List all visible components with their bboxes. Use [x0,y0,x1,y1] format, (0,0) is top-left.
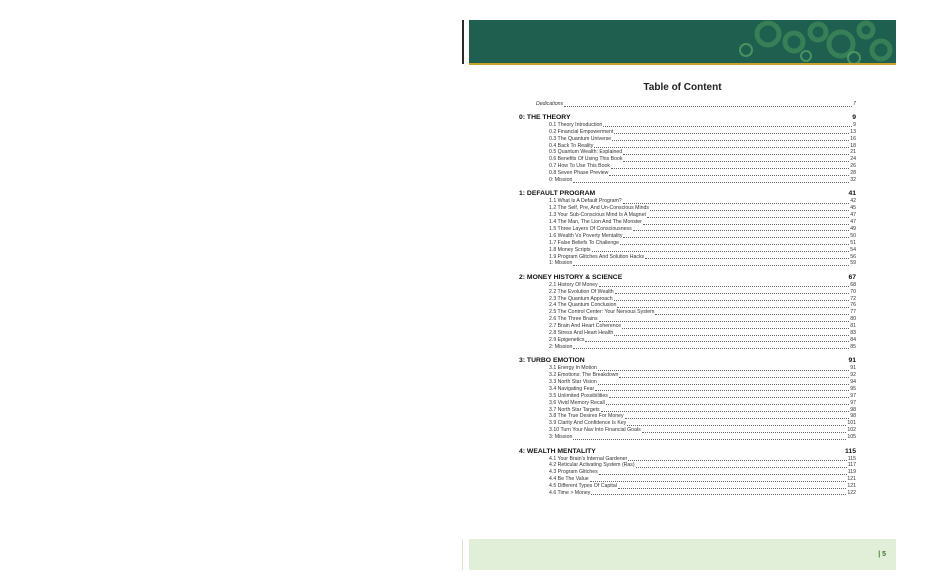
dot-leader [623,237,849,238]
toc-entry-label: 3.4 Navigating Fear [549,385,595,392]
toc-entry-label: 2.3 The Quantum Approach [549,295,613,302]
toc-entry-page: 13 [850,128,856,135]
dot-leader [618,488,846,489]
dot-leader [585,341,849,342]
toc-entry-label: 4.5 Different Types Of Capital [549,483,617,490]
toc-entry-page: 51 [850,239,856,246]
toc-entry-page: 98 [850,413,856,420]
toc-entry[interactable] [519,337,856,344]
toc-entry-page: 91 [850,365,856,372]
toc-entry-page: 95 [850,385,856,392]
toc-entry-label: 0.6 Benefits Of Using This Book [549,156,623,163]
toc-chapter-title: 3: TURBO EMOTION [519,357,585,365]
toc-entry[interactable] [519,122,856,129]
toc-entry-label: 1.6 Wealth Vs Poverty Mentality [549,232,623,239]
toc-entry-label: 2.5 The Control Center: Your Nervous System [549,309,655,316]
toc-entry-page: 72 [850,295,856,302]
toc-entry[interactable] [519,469,856,476]
toc-entry[interactable] [519,302,856,309]
toc-entry-label: 4.3 Program Glitches [549,469,598,476]
toc-entry-page: 59 [850,260,856,267]
header-band [469,20,896,63]
dot-leader [655,314,849,315]
toc-entry[interactable] [519,330,856,337]
toc-entry[interactable] [519,296,856,303]
toc-entry[interactable] [519,372,856,379]
toc-chapter-title: 0: THE THEORY [519,113,571,121]
toc-entry-label: 1.1 What Is A Default Program? [549,198,622,205]
toc-entry-page: 115 [847,455,856,462]
toc-entry-label: 2.4 The Quantum Conclusion [549,302,617,309]
toc-entry-page: 105 [847,434,856,441]
dot-leader [573,265,849,266]
dot-leader [611,168,849,169]
toc-entry-label: 3.5 Unlimited Possibilities [549,392,608,399]
toc-entry-page: 9 [853,121,856,128]
toc-entry-label: 0.7 How To Use This Book [549,163,610,170]
toc-entry-page: 98 [850,406,856,413]
toc-entry[interactable] [519,393,856,400]
toc-entry[interactable] [519,233,856,240]
toc-entry[interactable] [519,170,856,177]
table-of-contents [519,101,856,497]
toc-entry-page: 97 [850,399,856,406]
toc-entry-page: 18 [850,142,856,149]
dot-leader [628,460,846,461]
toc-entry[interactable] [519,323,856,330]
toc-entry-label: 3.6 Vivid Memory Recall [549,399,605,406]
toc-entry[interactable] [519,254,856,261]
toc-entry[interactable] [519,198,856,205]
toc-entry-label: 3.7 North Star Targets [549,406,600,413]
toc-entry-label: 2.2 The Evolution Of Wealth [549,288,614,295]
toc-entry[interactable] [519,462,856,469]
dot-leader [620,244,849,245]
toc-entry-page: 54 [850,246,856,253]
toc-entry-page: 119 [847,469,856,476]
dot-leader [623,154,849,155]
toc-entry-label: 3.10 Turn Your Nav Into Financial Goals [549,427,641,434]
dot-leader [599,321,850,322]
dot-leader [591,494,846,495]
dot-leader [599,286,849,287]
toc-entry-page: 97 [850,392,856,399]
toc-entry-page: 121 [847,483,856,490]
dot-leader [612,140,849,141]
toc-entry-label: 2.6 The Three Brains [549,316,598,323]
toc-entry[interactable] [519,400,856,407]
toc-entry[interactable] [519,226,856,233]
dot-leader [598,384,849,385]
dot-leader [603,126,852,127]
toc-entry-page: 42 [850,198,856,205]
toc-entry-label: 0.2 Financial Empowerment [549,128,614,135]
toc-chapter-heading[interactable] [519,448,856,456]
toc-chapter-page: 9 [852,113,856,121]
toc-chapter-page: 115 [845,447,856,455]
dot-leader [609,175,849,176]
toc-entry-page: 50 [850,232,856,239]
toc-entry-page: 81 [850,323,856,330]
dot-leader [573,439,846,440]
dot-leader [622,328,849,329]
dot-leader [633,230,850,231]
toc-entry[interactable] [519,212,856,219]
dot-leader [617,307,849,308]
toc-entry[interactable] [519,260,856,267]
toc-entry[interactable] [519,149,856,156]
toc-entry[interactable] [519,434,856,441]
toc-entry-label: 3: Mission [549,434,573,441]
page-number: | 5 [878,551,886,558]
toc-entry[interactable] [519,219,856,226]
toc-entry[interactable] [519,344,856,351]
toc-entry[interactable] [519,136,856,143]
toc-entry-label: 0.1 Theory Introduction [549,121,603,128]
toc-entry[interactable] [519,386,856,393]
toc-chapter-heading[interactable] [519,190,856,198]
toc-entry[interactable] [519,365,856,372]
toc-entry-page: 49 [850,225,856,232]
dot-leader [615,293,850,294]
toc-entry-page: 26 [850,163,856,170]
dot-leader [564,106,852,107]
toc-entry-label: 1.4 The Man, The Lion And The Monster [549,219,642,226]
toc-entry-page: 47 [850,212,856,219]
toc-entry-label: 2.9 Epigenetics [549,336,585,343]
toc-entry-label: 2: Mission [549,343,573,350]
dot-leader [619,377,849,378]
toc-entry-page: 94 [850,378,856,385]
toc-entry-page: 122 [847,489,856,496]
toc-entry-label: 4.6 Time > Money [549,489,591,496]
toc-entry-label: 1: Mission [549,260,573,267]
header-accent-rule [469,63,896,65]
toc-entry-page: 24 [850,156,856,163]
toc-entry-page: 117 [847,462,856,469]
toc-chapter-title: 2: MONEY HISTORY & SCIENCE [519,273,623,281]
toc-entry[interactable] [519,143,856,150]
toc-entry[interactable] [519,379,856,386]
toc-entry[interactable] [519,316,856,323]
toc-entry-label: 0.3 The Quantum Universe [549,135,612,142]
toc-chapter-page: 91 [848,357,856,365]
toc-chapter-title: 1: DEFAULT PROGRAM [519,190,596,198]
dot-leader [614,133,849,134]
toc-entry-label: 0.5 Quantum Wealth: Explained [549,149,623,156]
toc-chapter-heading[interactable] [519,274,856,282]
toc-entry-page: 76 [850,302,856,309]
dot-leader [642,432,847,433]
toc-entry-page: 47 [850,219,856,226]
toc-entry-page: 121 [847,476,856,483]
toc-entry-label: 3.3 North Star Vision [549,378,597,385]
toc-entry-label: 4.1 Your Brain's Internal Gardener [549,455,628,462]
toc-entry-page: 102 [847,427,856,434]
toc-entry[interactable] [519,177,856,184]
toc-entry-label: 4.2 Reticular Activating System (Ras) [549,462,635,469]
dot-leader [650,210,849,211]
toc-entry[interactable] [519,309,856,316]
toc-entry[interactable] [519,490,856,497]
toc-chapter-heading[interactable] [519,357,856,365]
toc-entry-page: 80 [850,316,856,323]
dot-leader [590,481,847,482]
toc-entry-page: 21 [850,149,856,156]
toc-entry-page: 92 [850,372,856,379]
dot-leader [627,425,846,426]
toc-entry-label: 1.7 False Beliefs To Challenge [549,239,619,246]
dot-leader [625,418,850,419]
toc-entry-label: 1.3 Your Sub-Conscious Mind Is A Magnet [549,212,646,219]
dot-leader [595,390,849,391]
dot-leader [647,217,849,218]
dot-leader [614,335,849,336]
toc-chapter-page: 67 [848,273,856,281]
toc-entry-label: 1.2 The Self, Pre, And Un-Conscious Minds [549,205,649,212]
toc-entry-page: 101 [847,420,856,427]
toc-entry-page: 28 [850,170,856,177]
toc-entry-label: 4.4 Be The Value [549,476,589,483]
toc-entry-label: 3.9 Clarity And Confidence Is Key [549,420,627,427]
toc-entry[interactable] [519,420,856,427]
toc-entry-label: 0.8 Seven Phase Preview [549,170,609,177]
dot-leader [643,224,849,225]
toc-entry[interactable] [519,240,856,247]
toc-entry[interactable] [519,156,856,163]
dot-leader [609,397,849,398]
toc-entry-label: 1.5 Three Layers Of Consciousness [549,225,632,232]
toc-entry-page: 7 [853,100,856,107]
toc-entry-page: 56 [850,253,856,260]
toc-entry-label: 2.1 History Of Money [549,281,598,288]
footer-rule [462,539,463,570]
toc-entry-label: 0: Mission [549,177,573,183]
toc-entry-label: 0.4 Back To Reality [549,142,594,149]
toc-entry-page: 16 [850,135,856,142]
dot-leader [599,474,847,475]
toc-entry[interactable] [519,289,856,296]
toc-entry-label: 3.2 Emotions: The Breakdown [549,372,619,379]
toc-entry-page: 83 [850,330,856,337]
toc-entry[interactable] [519,407,856,414]
toc-entry-page: 70 [850,288,856,295]
toc-entry[interactable] [519,483,856,490]
toc-entry[interactable] [519,427,856,434]
toc-entry-label: 2.8 Stress And Heart Health [549,330,614,337]
dot-leader [645,258,849,259]
toc-entry-label: 1.9 Program Glitches And Solution Hacks [549,253,645,260]
toc-entry[interactable] [519,456,856,463]
toc-entry-page: 84 [850,336,856,343]
toc-title: Table of Content [643,82,722,93]
toc-entry-page: 45 [850,205,856,212]
toc-entry[interactable] [519,205,856,212]
dot-leader [594,147,849,148]
toc-dedications[interactable] [519,101,856,108]
toc-entry[interactable] [519,413,856,420]
toc-entry-label: 3.8 The True Desires For Money [549,413,624,420]
dot-leader [573,182,849,183]
toc-entry[interactable] [519,282,856,289]
toc-chapter-page: 41 [848,190,856,198]
dot-leader [606,404,849,405]
toc-entry-label: Dedications [536,100,564,107]
toc-entry-page: 77 [850,309,856,316]
dot-leader [623,161,849,162]
toc-entry[interactable] [519,247,856,254]
toc-chapter-heading[interactable] [519,114,856,122]
dot-leader [592,251,850,252]
toc-chapter-title: 4: WEALTH MENTALITY [519,447,596,455]
footer-band [469,539,896,570]
toc-entry[interactable] [519,476,856,483]
dot-leader [614,300,850,301]
dot-leader [636,467,847,468]
dot-leader [598,370,849,371]
toc-entry[interactable] [519,129,856,136]
binding-rule [462,20,464,64]
toc-entry-label: 1.8 Money Scripts [549,246,591,253]
toc-entry[interactable] [519,163,856,170]
dot-leader [601,411,850,412]
toc-entry-page: 32 [850,177,856,183]
toc-entry-label: 2.7 Brain And Heart Coherence [549,323,622,330]
dot-leader [573,348,849,349]
toc-entry-page: 68 [850,281,856,288]
toc-entry-page: 85 [850,343,856,350]
dot-leader [623,203,850,204]
toc-entry-label: 3.1 Energy In Motion [549,365,597,372]
decorative-circles [726,20,896,63]
